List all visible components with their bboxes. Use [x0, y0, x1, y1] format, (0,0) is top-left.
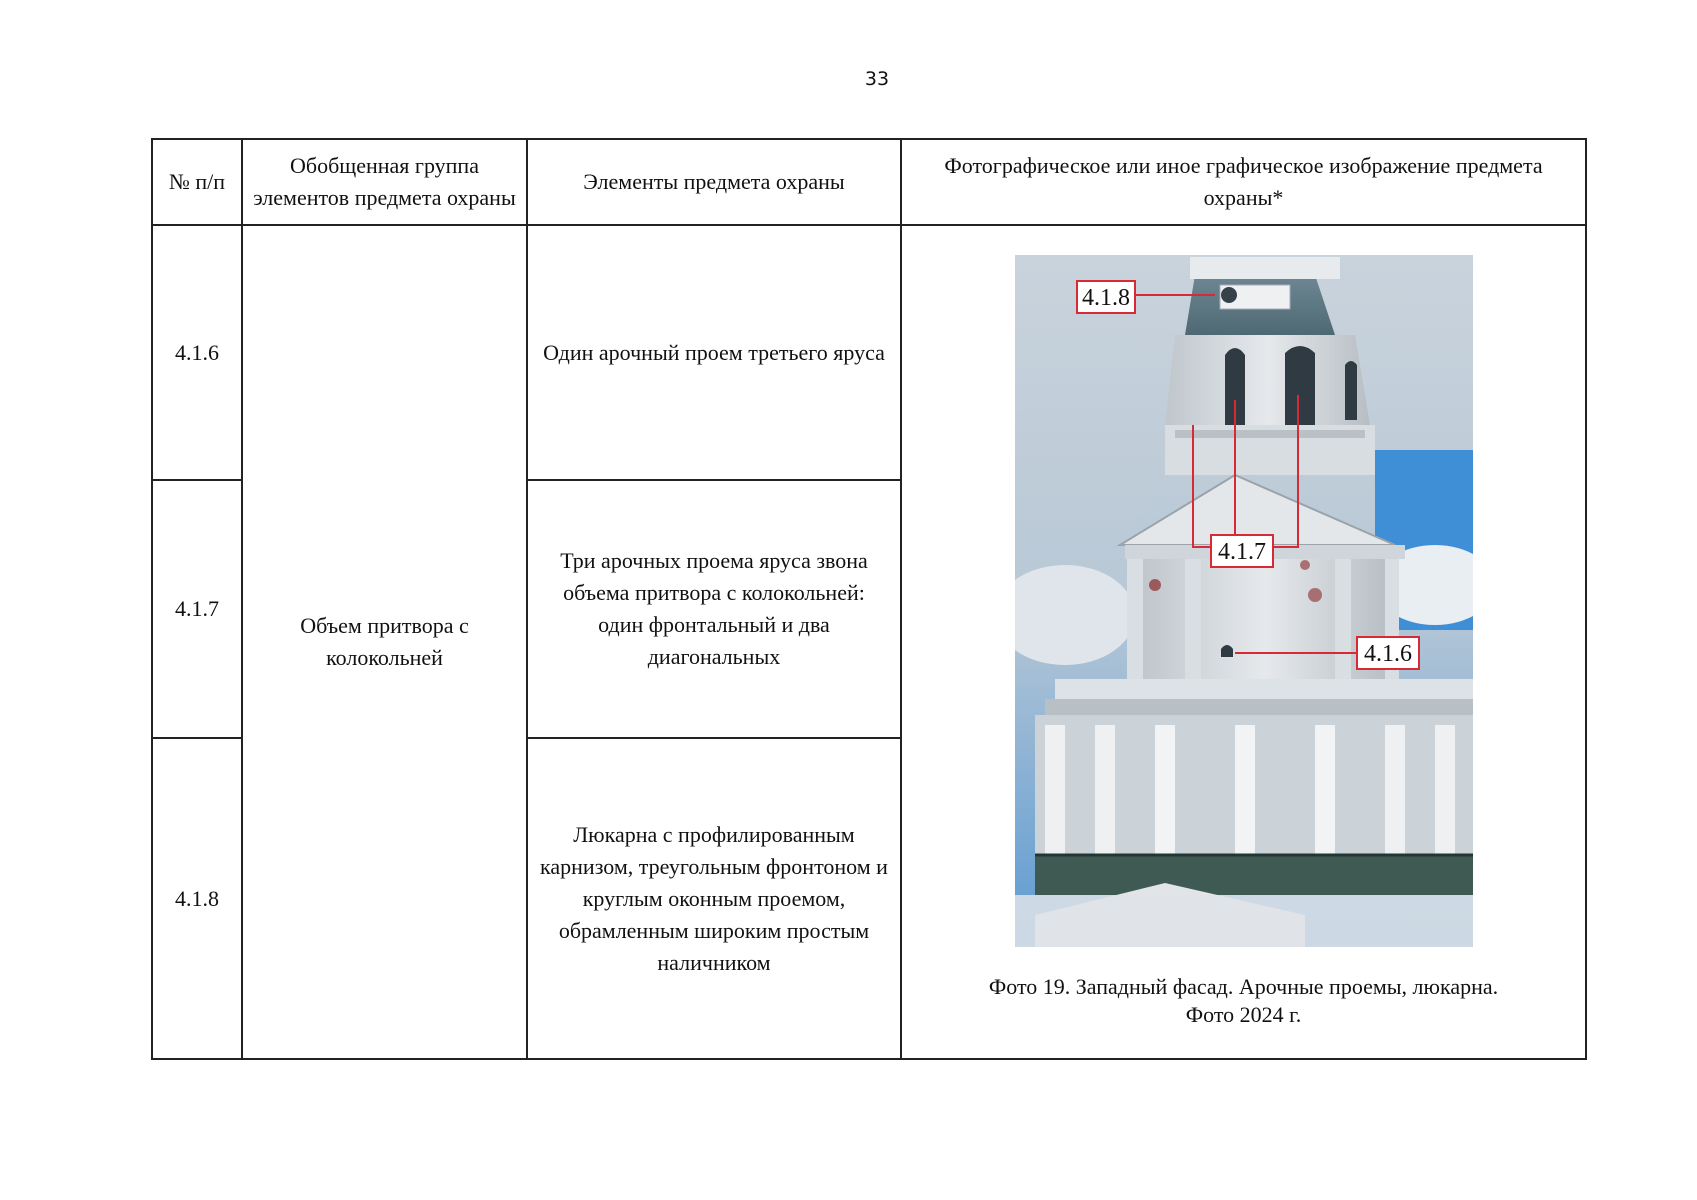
third-tier	[1140, 559, 1390, 679]
row-number: 4.1.8	[152, 738, 242, 1059]
svg-text:4.1.7: 4.1.7	[1217, 539, 1266, 565]
group-cell: Объем притвора с колокольней	[242, 225, 527, 1059]
header-elements: Элементы предмета охраны	[527, 139, 901, 225]
balustrade	[1035, 855, 1473, 895]
lucarne-window	[1221, 287, 1237, 303]
page-number: 33	[864, 68, 890, 90]
row-element: Три арочных проема яруса звона объема притвора с колокольней: один фронтальный и два диагональных	[527, 480, 901, 738]
table-header-row	[152, 139, 1586, 225]
row-element: Один арочный проем третьего яруса	[527, 225, 901, 480]
caption-line-1: Фото 19. Западный фасад. Арочные проемы, люкарна.	[988, 974, 1499, 999]
row-number: 4.1.7	[152, 480, 242, 738]
row-number: 4.1.6	[152, 225, 242, 480]
table-row	[152, 225, 1586, 480]
belfry-tier	[1165, 335, 1370, 425]
svg-text:4.1.8: 4.1.8	[1081, 285, 1130, 311]
protection-table	[151, 138, 1587, 1060]
photo-caption	[912, 973, 1575, 1029]
caption-line-2: Фото 2024 г.	[1185, 1002, 1302, 1027]
svg-text:4.1.6: 4.1.6	[1363, 641, 1412, 667]
header-image: Фотографическое или иное графическое изображение предмета охраны*	[901, 139, 1586, 225]
bell-tower-photo	[1015, 255, 1473, 947]
row-element: Люкарна с профилированным карнизом, треугольным фронтоном и круглым оконным проемом, обрамленным широким простым наличником	[527, 738, 901, 1059]
header-group: Обобщенная группа элементов предмета охраны	[242, 139, 527, 225]
header-number: № п/п	[152, 139, 242, 225]
photo-cell	[901, 225, 1586, 1059]
